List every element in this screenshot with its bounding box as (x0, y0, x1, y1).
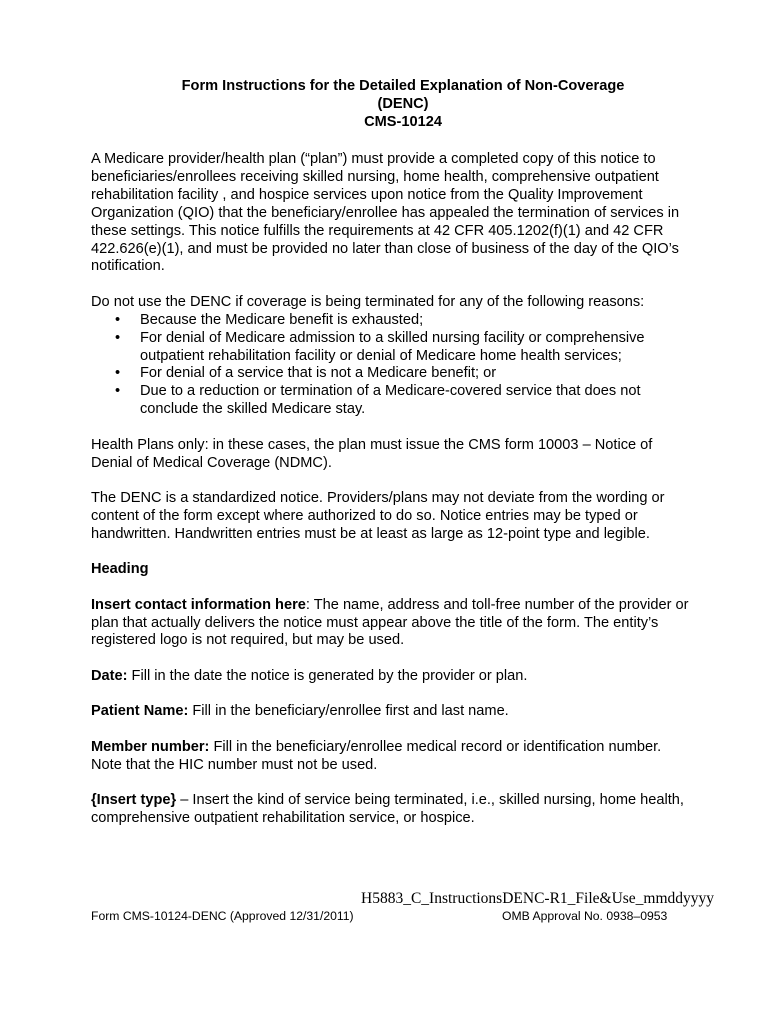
document-title (73, 77, 733, 131)
bullet-icon: • (115, 329, 121, 346)
member-number-label: Member number: (91, 738, 210, 755)
list-item: • For denial of Medicare admission to a skilled nursing facility or comprehensive outpatient rehabilitation facility or denial of Medicare home health services; (115, 329, 645, 364)
list-item: • Due to a reduction or termination of a Medicare-covered service that does not conclude the skilled Medicare stay. (115, 383, 641, 418)
title-line-3: CMS-10124 (364, 114, 442, 130)
patient-name-label: Patient Name: (91, 703, 189, 720)
standardized-paragraph: The DENC is a standardized notice. Providers/plans may not deviate from the wording or content of the form except where authorized to do so. Notice entries may be typed or handwritten. Handwritten entries must be at least as large as 12-point type and legible. (91, 490, 665, 542)
insert-type-label: {Insert type} (91, 791, 177, 808)
contact-label: Insert contact information here (91, 596, 306, 613)
bullet-icon: • (115, 365, 121, 382)
date-paragraph: Date: Fill in the date the notice is generated by the provider or plan. (91, 667, 528, 684)
health-plans-paragraph: Health Plans only: in these cases, the plan must issue the CMS form 10003 – Notice of Denial of Medical Coverage (NDMC). (91, 436, 653, 471)
bullet-icon: • (115, 383, 121, 400)
footer-file-code: H5883_C_InstructionsDENC-R1_File&Use_mmddyyyy (361, 890, 715, 907)
do-not-use-paragraph: Do not use the DENC if coverage is being terminated for any of the following reasons: (91, 293, 645, 310)
member-number-paragraph: Member number: Fill in the beneficiary/enrollee medical record or identification number. Note that the HIC number must not be used. (91, 738, 662, 773)
list-item: • Because the Medicare benefit is exhausted; (115, 311, 424, 328)
reasons-list (91, 312, 691, 419)
patient-name-paragraph: Patient Name: Fill in the beneficiary/enrollee first and last name. (91, 703, 509, 720)
list-item: • For denial of a service that is not a Medicare benefit; or (115, 365, 497, 382)
heading-section-title: Heading (91, 561, 149, 578)
intro-paragraph: A Medicare provider/health plan (“plan”) must provide a completed copy of this notice to beneficiaries/enrollees receiving skilled nursing, home health, comprehensive outpatient rehabilitation facility , and hospice services upon notice from the Quality Improvement Organization (QIO) that the beneficiary/enrollee has appealed the termination of services in these settings. This notice fulfills the requirements at 42 CFR 405.1202(f)(1) and 42 CFR 422.626(e)(1), and must be provided no later than close of business of the day of the QIO’s notification. (91, 151, 680, 275)
insert-type-paragraph: {Insert type} – Insert the kind of service being terminated, i.e., skilled nursing, home health, comprehensive outpatient rehabilitation service, or hospice. (91, 791, 684, 826)
bullet-icon: • (115, 311, 121, 328)
footer-omb-approval: OMB Approval No. 0938–0953 (502, 909, 668, 923)
footer-form-id: Form CMS-10124-DENC (Approved 12/31/2011) (91, 909, 354, 923)
date-label: Date: (91, 667, 128, 684)
title-line-1: Form Instructions for the Detailed Explanation of Non-Coverage (181, 78, 625, 94)
contact-info-paragraph: Insert contact information here: The name, address and toll-free number of the provider or plan that actually delivers the notice must appear above the title of the form. The entity’s registered logo is not required, but may be used. (91, 596, 689, 649)
title-line-2: (DENC) (377, 96, 429, 112)
document-body (91, 77, 691, 828)
